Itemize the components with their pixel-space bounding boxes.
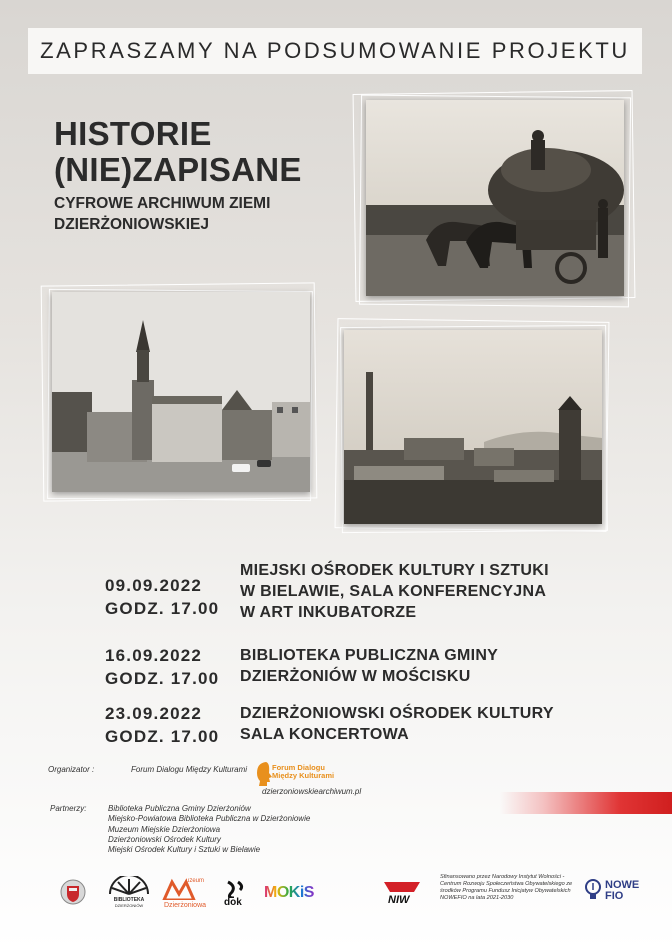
red-accent-bar — [500, 792, 672, 814]
photo-horse-cart — [366, 100, 624, 296]
header-banner — [28, 28, 642, 74]
town-hall-image — [52, 292, 310, 492]
partners-label: Partnerzy: — [50, 804, 87, 813]
banner-text: ZAPRASZAMY NA PODSUMOWANIE PROJEKTU — [40, 38, 630, 63]
partner-item: Miejsko-Powiatowa Biblioteka Publiczna w Dzierżoniowie — [108, 814, 311, 824]
mokis-logo — [264, 884, 314, 902]
partner-item: Miejski Ośrodek Kultury i Sztuki w Bielawie — [108, 845, 261, 855]
event-item — [105, 702, 645, 748]
dzierzoniow-crest-logo — [60, 878, 86, 908]
title-line-2: (NIE)ZAPISANE — [54, 151, 302, 188]
event-venue — [240, 644, 645, 687]
dok-logo-text: dok — [224, 897, 242, 908]
event-time: GODZ. 17.00 — [105, 727, 220, 746]
event-venue — [240, 702, 645, 745]
venue-line: SALA KONCERTOWA — [240, 726, 409, 743]
dok-logo — [224, 880, 248, 910]
title-subtitle: CYFROWE ARCHIWUM ZIEMI DZIERŻONIOWSKIEJ — [54, 195, 271, 233]
event-date: 09.09.2022 — [105, 576, 203, 595]
mokis-logo-text: MOKiS — [264, 884, 314, 901]
funding-text: Sfinansowano przez Narodowy Instytut Wolności - Centrum Rozwoju Społeczeństwa Obywatelskiego ze środków Programu Fundusz Inicjatyw Obywatelskich NOWEFIO na lata 2021-2030 — [440, 874, 573, 901]
event-time: GODZ. 17.00 — [105, 669, 220, 688]
event-date: 23.09.2022 — [105, 704, 203, 723]
title-block — [54, 116, 334, 235]
nowe-fio-line1: NOWE — [605, 879, 640, 891]
nowe-fio-logo — [584, 878, 602, 904]
partners-list — [108, 804, 310, 855]
event-datetime — [105, 574, 230, 620]
organizer-url[interactable]: dzierzoniowskiearchiwum.pl — [262, 787, 362, 796]
events-list — [105, 560, 645, 760]
venue-line: W BIELAWIE, SALA KONFERENCYJNA — [240, 583, 547, 600]
fdmk-logo-text: Forum Dialogu Między Kulturami — [272, 763, 335, 780]
venue-line: DZIERŻONIOWSKI OŚRODEK KULTURY — [240, 705, 554, 722]
lightbulb-icon — [584, 878, 602, 904]
nowe-fio-text — [605, 880, 639, 902]
event-time: GODZ. 17.00 — [105, 599, 220, 618]
event-item — [105, 644, 645, 690]
venue-line: DZIERŻONIÓW W MOŚCISKU — [240, 668, 471, 685]
event-venue — [240, 560, 645, 623]
organizer-label: Organizator : — [48, 765, 95, 774]
factory-image — [344, 330, 602, 524]
muzeum-logo — [162, 878, 206, 910]
venue-line: MIEJSKI OŚRODEK KULTURY I SZTUKI — [240, 562, 549, 579]
event-date: 16.09.2022 — [105, 646, 203, 665]
biblioteka-logo — [106, 876, 152, 908]
venue-line: W ART INKUBATORZE — [240, 604, 417, 621]
organizer-name: Forum Dialogu Między Kulturami — [131, 765, 248, 774]
venue-line: BIBLIOTEKA PUBLICZNA GMINY — [240, 647, 499, 664]
horse-cart-image — [366, 100, 624, 296]
partner-item: Dzierżoniowski Ośrodek Kultury — [108, 834, 221, 844]
biblioteka-logo-text: BIBLIOTEKA — [113, 897, 145, 903]
profile-icon — [254, 760, 272, 788]
biblioteka-logo-subtext: DZIERŻONIÓW — [114, 903, 144, 908]
event-datetime — [105, 702, 230, 748]
niw-logo-text: NIW — [388, 894, 410, 906]
partner-item: Biblioteka Publiczna Gminy Dzierżoniów — [108, 804, 251, 813]
photo-town-hall — [52, 292, 310, 492]
title-line-1: HISTORIE — [54, 115, 212, 152]
nowe-fio-line2: FIO — [605, 890, 624, 902]
muzeum-logo-top: uzeum — [186, 878, 205, 884]
photo-factory — [344, 330, 602, 524]
niw-logo — [382, 880, 422, 910]
event-datetime — [105, 644, 230, 690]
event-item — [105, 560, 645, 626]
partner-item: Muzeum Miejskie Dzierżoniowa — [108, 824, 221, 834]
muzeum-logo-text: Dzierżoniowa — [164, 902, 207, 909]
fdmk-logo — [254, 760, 374, 790]
